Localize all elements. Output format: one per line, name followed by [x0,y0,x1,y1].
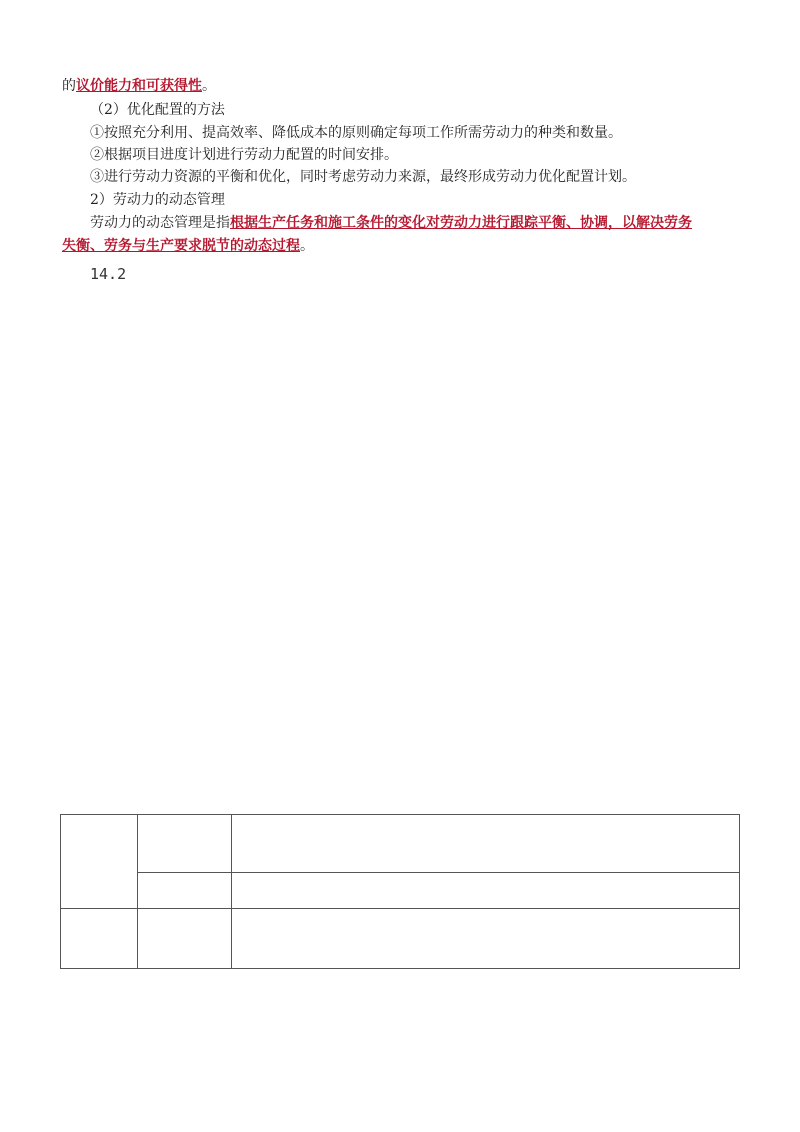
table-cell [232,873,740,909]
text-span: 的 [62,78,76,94]
list-item-text: ②根据项目进度计划进行劳动力配置的时间安排。 [90,147,398,163]
text-span: 劳动力的动态管理是指 [90,215,230,231]
text-line-4 [90,145,398,165]
highlighted-text: 议价能力和可获得性 [76,78,202,94]
text-line-3 [90,123,622,143]
text-line-8 [62,236,314,256]
empty-table [60,814,740,969]
table-cell [232,815,740,873]
subheading-text: （2）优化配置的方法 [90,102,225,118]
section-number: 14.2 [90,265,127,283]
table-cell [138,909,232,969]
table-cell [61,815,138,909]
table-cell [61,909,138,969]
text-span: 。 [300,238,314,254]
text-span: 。 [202,78,216,94]
subheading-text: 2）劳动力的动态管理 [90,192,225,208]
table-cell [232,909,740,969]
text-line-2 [90,100,225,120]
highlighted-text: 失衡、劳务与生产要求脱节的动态过程 [62,238,300,254]
text-line-5 [90,167,636,187]
text-line-6 [90,190,225,210]
list-item-text: ③进行劳动力资源的平衡和优化，同时考虑劳动力来源，最终形成劳动力优化配置计划。 [90,169,636,185]
text-line-1 [62,76,216,96]
text-line-7 [90,213,692,233]
list-item-text: ①按照充分利用、提高效率、降低成本的原则确定每项工作所需劳动力的种类和数量。 [90,125,622,141]
table-cell [138,815,232,873]
highlighted-text: 根据生产任务和施工条件的变化对劳动力进行跟踪平衡、协调，以解决劳务 [230,215,692,231]
table-cell [138,873,232,909]
